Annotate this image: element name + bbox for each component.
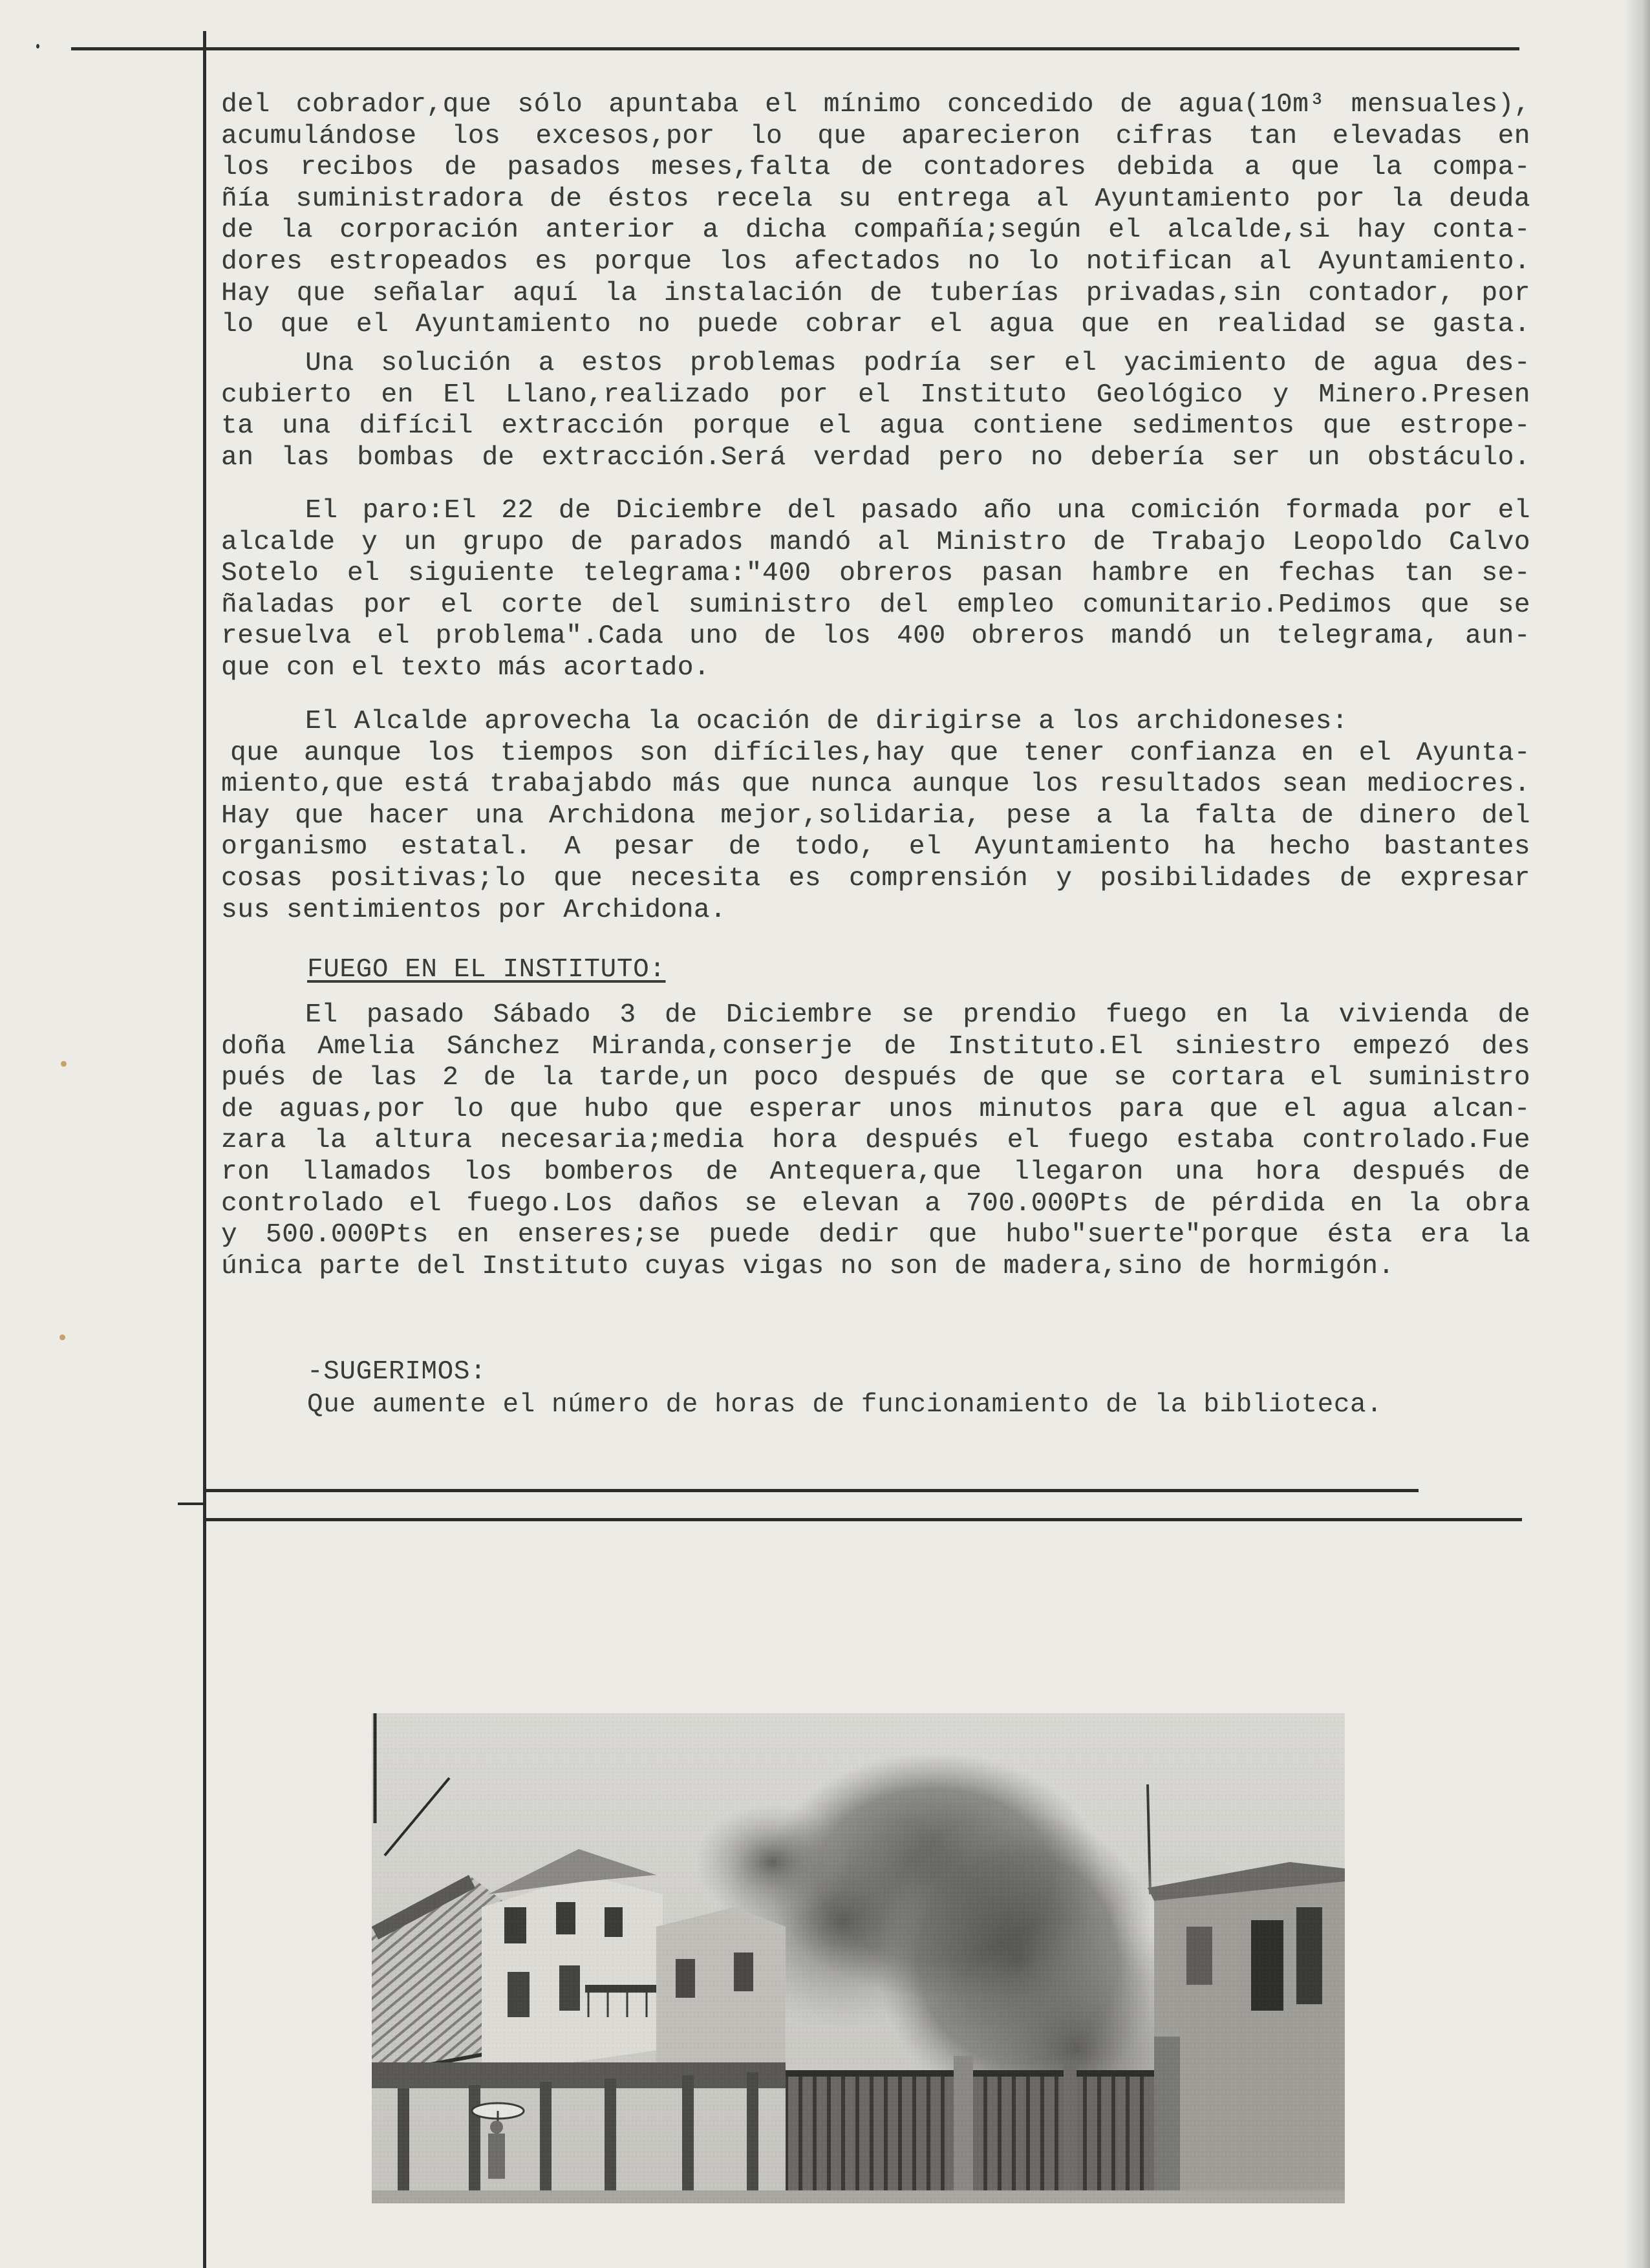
text-line: miento,que está trabajabdo más que nunca aunque los resultados sean mediocres. — [221, 769, 1530, 800]
page-edge-shadow — [1624, 0, 1650, 2268]
text-line: ñía suministradora de éstos recela su entrega al Ayuntamiento por la deuda — [221, 184, 1530, 214]
text-line: Una solución a estos problemas podría ser el yacimiento de agua des- — [305, 348, 1530, 378]
text-line: El pasado Sábado 3 de Diciembre se prendio fuego en la vivienda de — [305, 1000, 1530, 1030]
text-line: Hay que hacer una Archidona mejor,solidaria, pese a la falta de dinero del — [221, 800, 1530, 831]
text-line: que con el texto más acortado. — [221, 652, 711, 683]
text-line: resuelva el problema".Cada uno de los 400 obreros mandó un telegrama, aun- — [221, 621, 1530, 652]
text-line: an las bombas de extracción.Será verdad pero no debería ser un obstáculo. — [221, 442, 1530, 473]
fire-photograph — [372, 1713, 1345, 2203]
left-margin-rule — [203, 31, 206, 2268]
paragraph-fire-report — [221, 1000, 1530, 1282]
suggestion-text: Que aumente el número de horas de funcionamiento de la biblioteca. — [307, 1390, 1383, 1420]
paragraph-water-deposit — [221, 348, 1530, 473]
text-line: ñaladas por el corte del suministro del empleo comunitario.Pedimos que se — [221, 590, 1530, 620]
text-line: acumulándose los excesos,por lo que aparecieron cifras tan elevadas en — [221, 121, 1530, 151]
mid-rule-upper — [203, 1489, 1419, 1492]
text-line: Sotelo el siguiente telegrama:"400 obreros pasan hambre en fechas tan se- — [221, 559, 1530, 589]
mid-rule-stub — [178, 1503, 204, 1505]
text-line: controlado el fuego.Los daños se elevan a 700.000Pts de pérdida en la obra — [221, 1188, 1530, 1219]
section-heading-fire: FUEGO EN EL INSTITUTO: — [307, 955, 666, 985]
text-line: dores estropeados es porque los afectados no lo notifican al Ayuntamiento. — [221, 246, 1530, 277]
text-line: y 500.000Pts en enseres;se puede dedir que hubo"suerte"porque ésta era la — [221, 1220, 1530, 1250]
text-line: que aunque los tiempos son difíciles,hay que tener confianza en el Ayunta- — [230, 738, 1530, 768]
paper-speck — [59, 1334, 65, 1340]
text-line: zara la altura necesaria;media hora después el fuego estaba controlado.Fue — [221, 1126, 1530, 1156]
text-line: del cobrador,que sólo apuntaba el mínimo concedido de agua(10m³ mensuales), — [221, 90, 1530, 120]
text-line: El Alcalde aprovecha la ocación de dirigirse a los archidoneses: — [305, 707, 1349, 736]
suggestion-title: -SUGERIMOS: — [307, 1357, 487, 1387]
paragraph-unemployment — [221, 495, 1530, 684]
top-rule — [71, 47, 1519, 50]
text-line: ta una difícil extracción porque el agua contiene sedimentos que estrope- — [221, 411, 1530, 442]
text-line: de aguas,por lo que hubo que esperar unos minutos para que el agua alcan- — [221, 1094, 1530, 1124]
text-line: El paro:El 22 de Diciembre del pasado año una comición formada por el — [305, 496, 1530, 526]
mid-rule-lower — [203, 1518, 1522, 1521]
text-line: organismo estatal. A pesar de todo, el Ayuntamiento ha hecho bastantes — [221, 832, 1530, 862]
text-line: pués de las 2 de la tarde,un poco después de que se cortara el suministro — [221, 1063, 1530, 1093]
paper-speck — [61, 1061, 67, 1067]
text-line: doña Amelia Sánchez Miranda,conserje de Instituto.El siniestro empezó des — [221, 1031, 1530, 1062]
text-line: Hay que señalar aquí la instalación de tuberías privadas,sin contador, por — [221, 278, 1530, 308]
paragraph-mayor-message — [221, 706, 1530, 926]
text-line: única parte del Instituto cuyas vigas no son de madera,sino de hormigón. — [221, 1251, 1395, 1281]
text-line: sus sentimientos por Archidona. — [221, 895, 727, 925]
paper-speck — [36, 44, 39, 48]
text-line: ron llamados los bomberos de Antequera,que llegaron una hora después de — [221, 1157, 1530, 1187]
text-line: cubierto en El Llano,realizado por el Instituto Geológico y Minero.Presen — [221, 380, 1530, 410]
paragraph-water-billing — [221, 89, 1530, 341]
text-line: de la corporación anterior a dicha compañía;según el alcalde,si hay conta- — [221, 215, 1530, 246]
text-line: lo que el Ayuntamiento no puede cobrar el agua que en realidad se gasta. — [221, 310, 1530, 340]
text-line: cosas positivas;lo que necesita es comprensión y posibilidades de expresar — [221, 863, 1530, 893]
text-line: alcalde y un grupo de parados mandó al Ministro de Trabajo Leopoldo Calvo — [221, 527, 1530, 557]
text-line: los recibos de pasados meses,falta de contadores debida a que la compa- — [221, 153, 1530, 183]
